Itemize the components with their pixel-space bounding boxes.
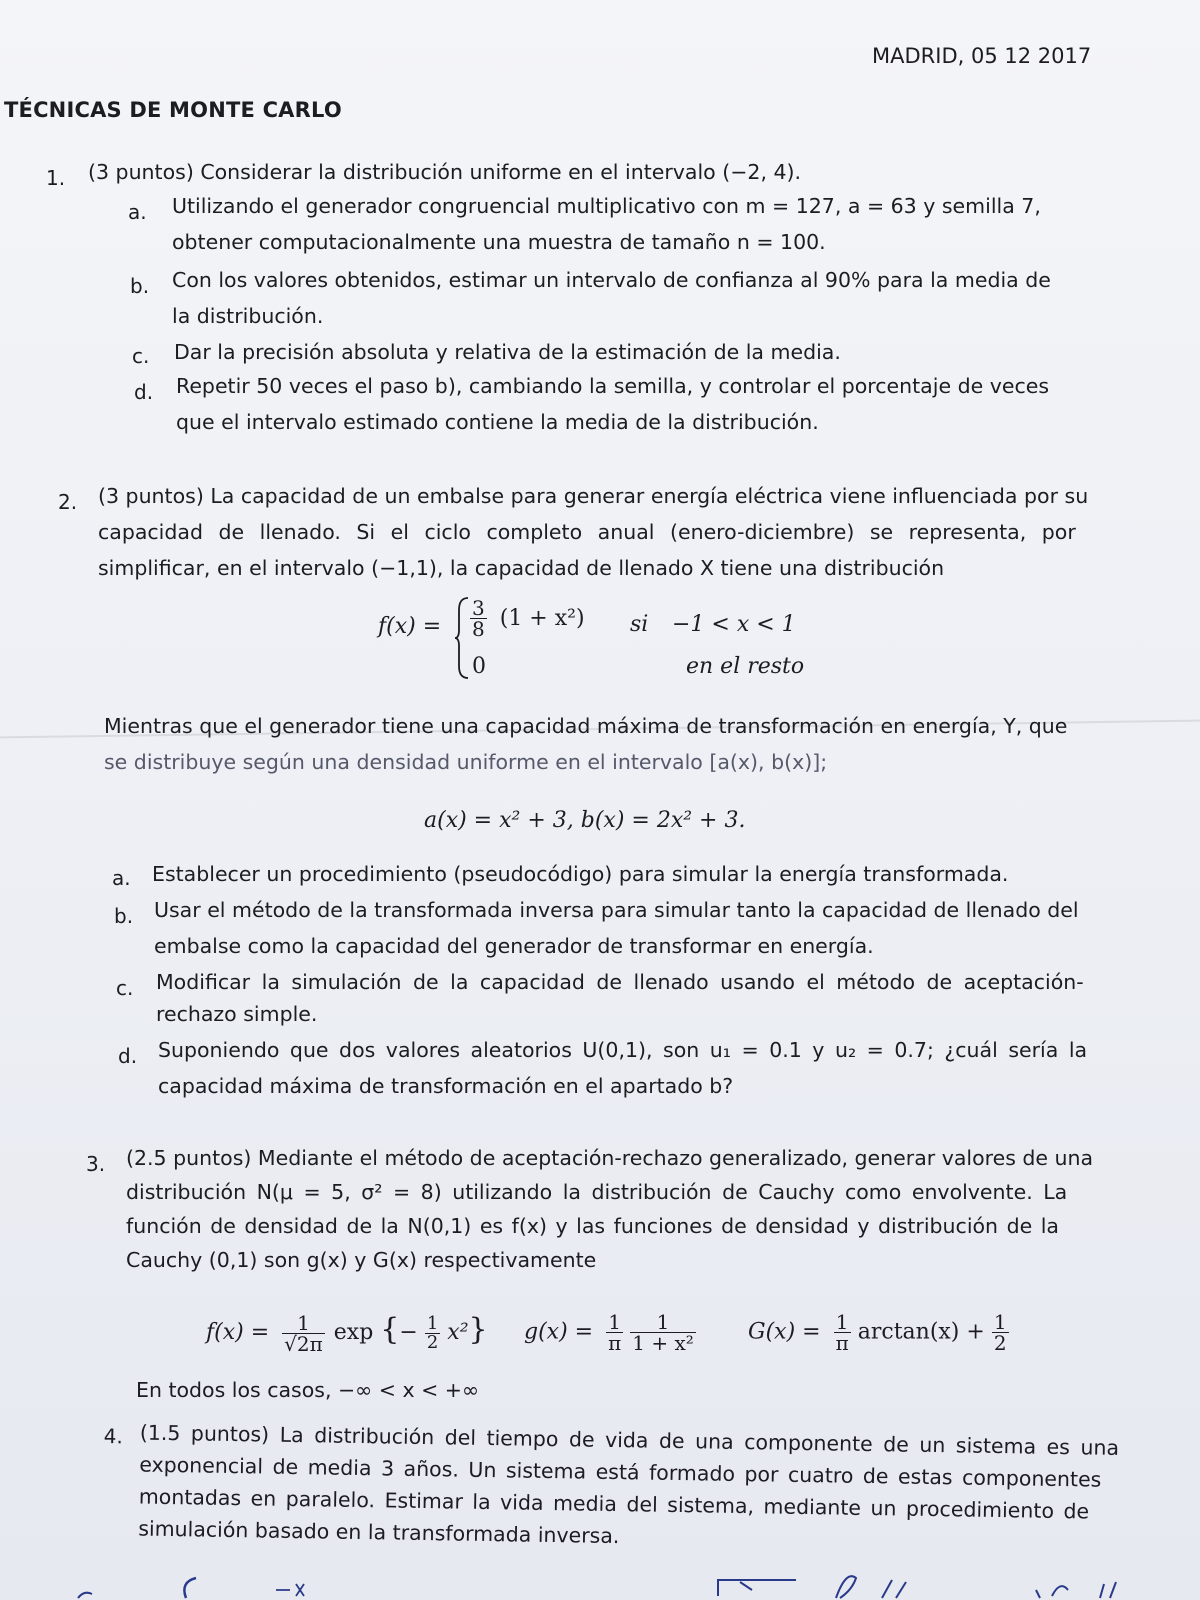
q3-f-inner-tail: x²: [447, 1320, 469, 1345]
q4-line4: simulación basado en la transformada inversa.: [138, 1516, 620, 1549]
q1a-line1: Utilizando el generador congruencial multiplicativo con m = 127, a = 63 y semilla 7,: [172, 194, 1041, 218]
q3-line2: distribución N(μ = 5, σ² = 8) utilizando la distribución de Cauchy como envolvente. La: [126, 1180, 1068, 1204]
q3-f-inner-den: 2: [426, 1331, 439, 1353]
q2-density-lhs-text: f(x) =: [378, 614, 442, 639]
q2-density-zero: [472, 654, 486, 679]
exam-title: TÉCNICAS DE MONTE CARLO: [4, 98, 342, 122]
q3-f-exp: exp: [333, 1320, 374, 1345]
q3-G-den: π: [835, 1331, 849, 1355]
q1b-line2: la distribución.: [172, 304, 324, 328]
q3-f-inner-num: 1: [426, 1312, 439, 1334]
q3-f-lhs: f(x) =: [206, 1320, 270, 1345]
q3-line4: Cauchy (0,1) son g(x) y G(x) respectivamente: [126, 1248, 597, 1272]
q4-line1: (1.5 puntos) La distribución del tiempo de vida de una componente de un sistema es una: [139, 1420, 1120, 1460]
q1-statement: (3 puntos) Considerar la distribución uniforme en el intervalo (−2, 4).: [88, 160, 802, 184]
q4-number: 4.: [103, 1423, 124, 1449]
exam-date: MADRID, 05 12 2017: [872, 44, 1092, 68]
q2-density-expr: (1 + x²): [499, 605, 585, 631]
q1d-label: d.: [134, 380, 154, 404]
q3-g-den1: π: [608, 1331, 622, 1355]
q3-G-den2: 2: [993, 1331, 1007, 1355]
q3-g-num2: 1: [630, 1312, 696, 1333]
q2-density-case1: [470, 598, 585, 639]
q1a-label: a.: [128, 200, 147, 224]
q1-number: 1.: [46, 166, 66, 190]
q2-zero-text: 0: [472, 654, 486, 679]
q1c-label: c.: [132, 344, 150, 368]
q2c-line2: rechazo simple.: [156, 1002, 318, 1026]
q3-f-close-brace: }: [468, 1312, 488, 1347]
q1b-label: b.: [130, 274, 150, 298]
q1d-line1: Repetir 50 veces el paso b), cambiando la semilla, y controlar el porcentaje de veces: [176, 374, 1050, 398]
q3-f-minus: −: [399, 1320, 418, 1345]
q2-density-lhs: [378, 614, 441, 639]
q2c-label: c.: [116, 976, 134, 1000]
q3-f-den: √2π: [284, 1331, 323, 1356]
q3-G-lhs: G(x) =: [748, 1319, 821, 1345]
q1d-line2: que el intervalo estimado contiene la media de la distribución.: [176, 410, 819, 434]
q2d-line1: Suponiendo que dos valores aleatorios U(0,1), son u₁ = 0.1 y u₂ = 0.7; ¿cuál sería la: [158, 1038, 1088, 1062]
q2a-label: a.: [112, 866, 131, 890]
q2c-line1: Modificar la simulación de la capacidad de llenado usando el método de aceptación-: [156, 970, 1084, 994]
q3-g-num1: 1: [606, 1312, 623, 1333]
q3-f-open-brace: {: [380, 1312, 400, 1347]
q2-ab-text: a(x) = x² + 3, b(x) = 2x² + 3.: [424, 808, 746, 833]
q2-condition-text: −1 < x < 1: [672, 612, 796, 637]
q4-line2: exponencial de media 3 años. Un sistema está formado por cuatro de estas componentes: [139, 1452, 1102, 1492]
q3-G-formula: [748, 1312, 1009, 1353]
q2-line2: capacidad de llenado. Si el ciclo completo anual (enero-diciembre) se representa, por: [98, 520, 1076, 544]
q3-line3: función de densidad de la N(0,1) es f(x) y las funciones de densidad y distribución de la: [126, 1214, 1059, 1238]
q2-ab-formula: [424, 808, 745, 833]
left-brace-icon: [454, 596, 470, 680]
q3-G-num: 1: [834, 1312, 851, 1333]
q2-density-si: [630, 612, 648, 637]
q2-si-text: si: [630, 612, 649, 637]
q2-density-rest: [686, 654, 804, 679]
q2-line1: (3 puntos) La capacidad de un embalse para generar energía eléctrica viene influenciada por su: [98, 484, 1089, 508]
q2-line4: Mientras que el generador tiene una capacidad máxima de transformación en energía, Y, que: [104, 714, 1068, 738]
q3-number: 3.: [86, 1152, 106, 1176]
q2-number: 2.: [58, 490, 78, 514]
q1b-line1: Con los valores obtenidos, estimar un intervalo de confianza al 90% para la media de: [172, 268, 1051, 292]
q3-G-mid: arctan(x) +: [857, 1319, 985, 1345]
q3-line1: (2.5 puntos) Mediante el método de aceptación-rechazo generalizado, generar valores de una: [126, 1146, 1094, 1170]
q2-frac-num: 3: [472, 596, 485, 620]
q3-g-formula: [524, 1312, 696, 1353]
q3-g-lhs: g(x) =: [524, 1319, 594, 1345]
q2b-line1: Usar el método de la transformada inversa para simular tanto la capacidad de llenado del: [154, 898, 1079, 922]
q2d-label: d.: [118, 1044, 138, 1068]
q1c-line1: Dar la precisión absoluta y relativa de la estimación de la media.: [174, 340, 841, 364]
q2d-line2: capacidad máxima de transformación en el apartado b?: [158, 1074, 734, 1098]
q3-range-note: En todos los casos, −∞ < x < +∞: [136, 1378, 480, 1402]
q2-frac-den: 8: [472, 617, 485, 641]
q3-f-num: 1: [282, 1313, 325, 1334]
q3-f-formula: [206, 1312, 488, 1354]
q4-line3: montadas en paralelo. Estimar la vida media del sistema, mediante un procedimiento de: [138, 1484, 1090, 1524]
q1a-line2: obtener computacionalmente una muestra de tamaño n = 100.: [172, 230, 826, 254]
handwritten-marks-icon: [0, 1560, 1200, 1600]
q2-line3: simplificar, en el intervalo (−1,1), la capacidad de llenado X tiene una distribución: [98, 556, 945, 580]
q2b-line2: embalse como la capacidad del generador de transformar en energía.: [154, 934, 874, 958]
q2-rest-text: en el resto: [686, 654, 805, 679]
q2b-label: b.: [114, 904, 134, 928]
q2-density-condition: [672, 612, 796, 637]
q3-g-den2: 1 + x²: [632, 1331, 694, 1355]
q3-G-num2: 1: [993, 1310, 1007, 1334]
q2a-line1: Establecer un procedimiento (pseudocódigo) para simular la energía transformada.: [152, 862, 1009, 886]
q2-line5: se distribuye según una densidad uniforme en el intervalo [a(x), b(x)];: [104, 750, 828, 774]
